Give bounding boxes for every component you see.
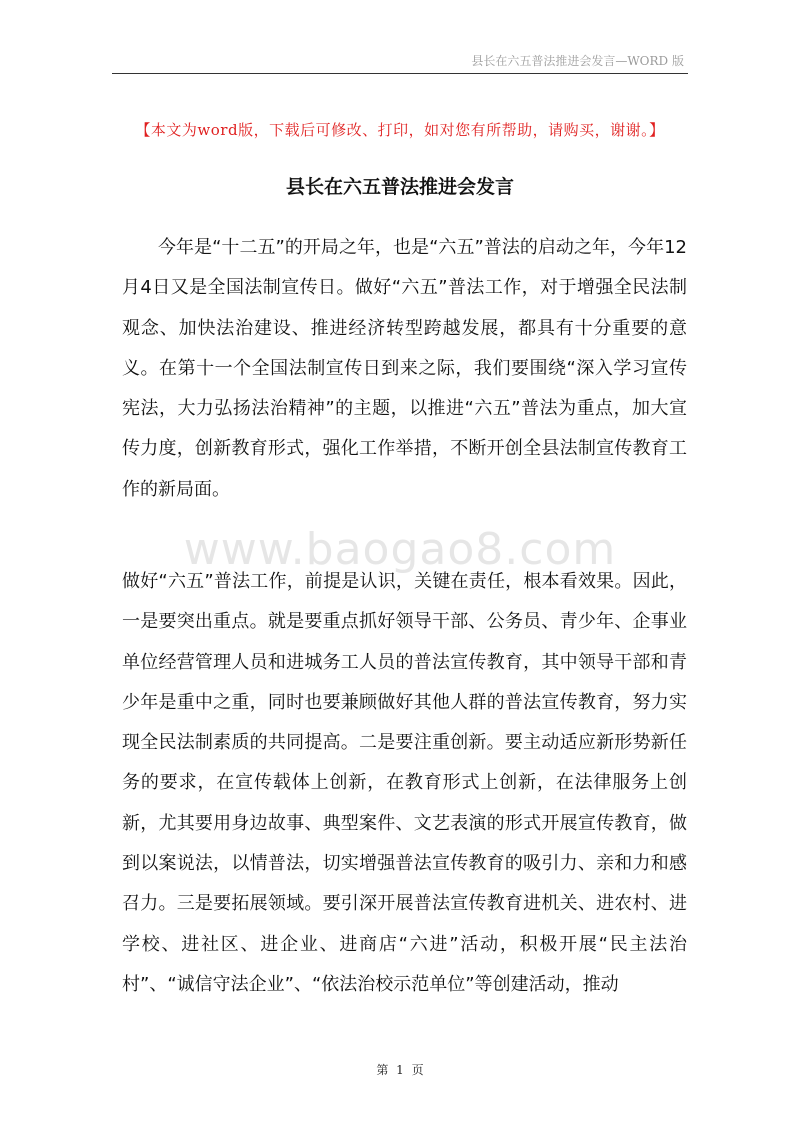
document-title: 县长在六五普法推进会发言 [285, 176, 514, 198]
download-notice: 【本文为word版，下载后可修改、打印，如对您有所帮助，请购买，谢谢。】 [135, 121, 665, 139]
footer-prefix: 第 [376, 1063, 389, 1077]
watermark: www.baogao8.com [183, 524, 617, 575]
page-footer [0, 1061, 800, 1078]
header-doc-label: 县长在六五普法推进会发言—WORD 版 [471, 54, 684, 68]
paragraph-1: 今年是“十二五”的开局之年，也是“六五”普法的启动之年，今年12月4日又是全国法制宣传日。做好“六五”普法工作，对于增强全民法制观念、加快法治建设、推进经济转型跨越发展，都具有十分重要的意义。在第十一个全国法制宣传日到来之际，我们要围绕“深入学习宣传宪法，大力弘扬法治精神”的主题，以推进“六五”普法为重点，加大宣传力度，创新教育形式，强化工作举措，不断开创全县法制宣传教育工作的新局面。 [122, 237, 687, 500]
page-number: 1 [396, 1063, 404, 1077]
footer-suffix: 页 [411, 1063, 424, 1077]
paragraph-2: 做好“六五”普法工作，前提是认识，关键在责任，根本看效果。因此，一是要突出重点。就是要重点抓好领导干部、公务员、青少年、企事业单位经营管理人员和进城务工人员的普法宣传教育，其中领导干部和青少年是重中之重，同时也要兼顾做好其他人群的普法宣传教育，努力实现全民法制素质的共同提高。二是要注重创新。要主动适应新形势新任务的要求，在宣传载体上创新，在教育形式上创新，在法律服务上创新，尤其要用身边故事、典型案件、文艺表演的形式开展宣传教育，做到以案说法，以情普法，切实增强普法宣传教育的吸引力、亲和力和感召力。三是要拓展领域。要引深开展普法宣传教育进机关、进农村、进学校、进社区、进企业、进商店“六进”活动，积极开展“民主法治村”、“诚信守法企业”、“依法治校示范单位”等创建活动，推动 [122, 571, 687, 995]
header-divider [112, 73, 688, 74]
